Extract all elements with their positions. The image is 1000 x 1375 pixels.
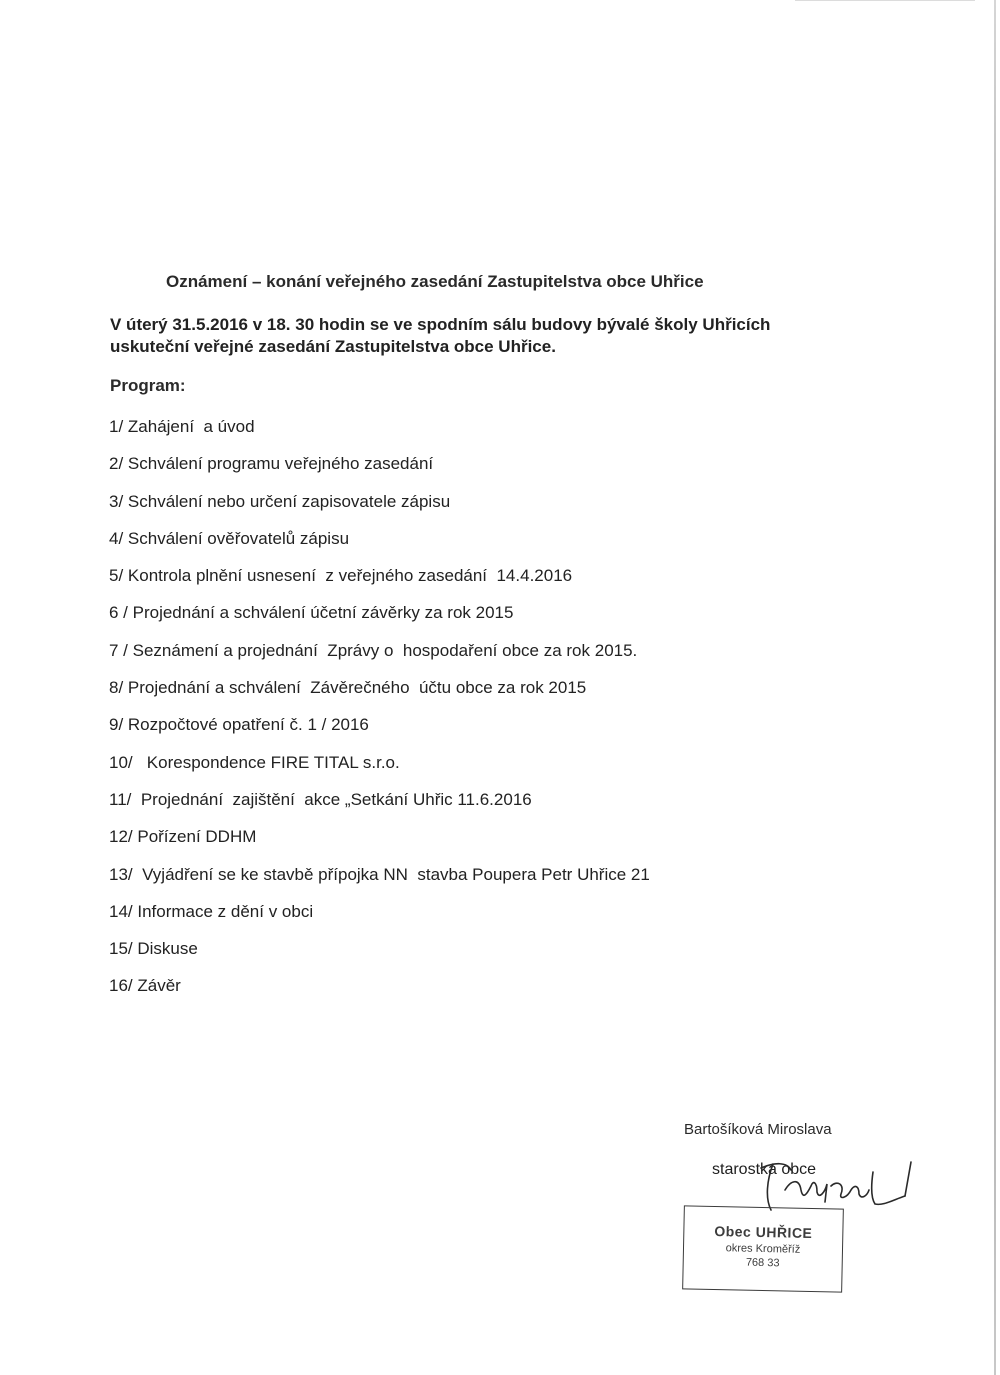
program-item: 8/ Projednání a schválení Závěrečného účtu obce za rok 2015 [109,678,587,698]
program-item: 1/ Zahájení a úvod [109,417,255,436]
scan-edge-top [795,0,975,1]
official-stamp [682,1205,844,1292]
program-item: 14/ Informace z dění v obci [109,901,314,921]
program-item: 13/ Vyjádření se ke stavbě přípojka NN stavba Poupera Petr Uhřice 21 [109,864,650,884]
program-item: 10/ Korespondence FIRE TITAL s.r.o. [109,752,400,772]
signer-role: starostka obce [712,1161,817,1178]
program-heading: Program: [110,376,186,395]
scan-edge-right [994,0,996,1375]
intro-paragraph [110,314,770,358]
intro-line-2: uskuteční veřejné zasedání Zastupitelstva obce Uhřice. [110,337,556,356]
program-item: 5/ Kontrola plnění usnesení z veřejného zasedání 14.4.2016 [109,566,573,586]
program-item: 4/ Schválení ověřovatelů zápisu [109,528,350,548]
document-title: Oznámení – konání veřejného zasedání Zastupitelstva obce Uhřice [166,272,704,291]
program-item: 9/ Rozpočtové opatření č. 1 / 2016 [109,715,369,735]
stamp-municipality: Obec UHŘICE [714,1222,813,1242]
program-list [109,416,650,1013]
program-item: 12/ Pořízení DDHM [109,827,257,847]
signer-name: Bartošíková Miroslava [684,1121,832,1138]
program-item: 6 / Projednání a schválení účetní závěrky za rok 2015 [109,603,514,623]
intro-line-1: V úterý 31.5.2016 v 18. 30 hodin se ve spodním sálu budovy bývalé školy Uhřicích [110,315,771,334]
stamp-postcode: 768 33 [745,1256,780,1270]
stamp-district: okres Kroměříž [725,1242,801,1256]
program-item: 11/ Projednání zajištění akce „Setkání Uhřic 11.6.2016 [109,789,532,809]
program-item: 2/ Schválení programu veřejného zasedání [109,454,434,474]
program-item: 15/ Diskuse [109,939,198,959]
program-item: 16/ Závěr [109,976,181,996]
program-item: 3/ Schválení nebo určení zapisovatele zápisu [109,491,451,511]
program-item: 7 / Seznámení a projednání Zprávy o hospodaření obce za rok 2015. [109,640,638,660]
